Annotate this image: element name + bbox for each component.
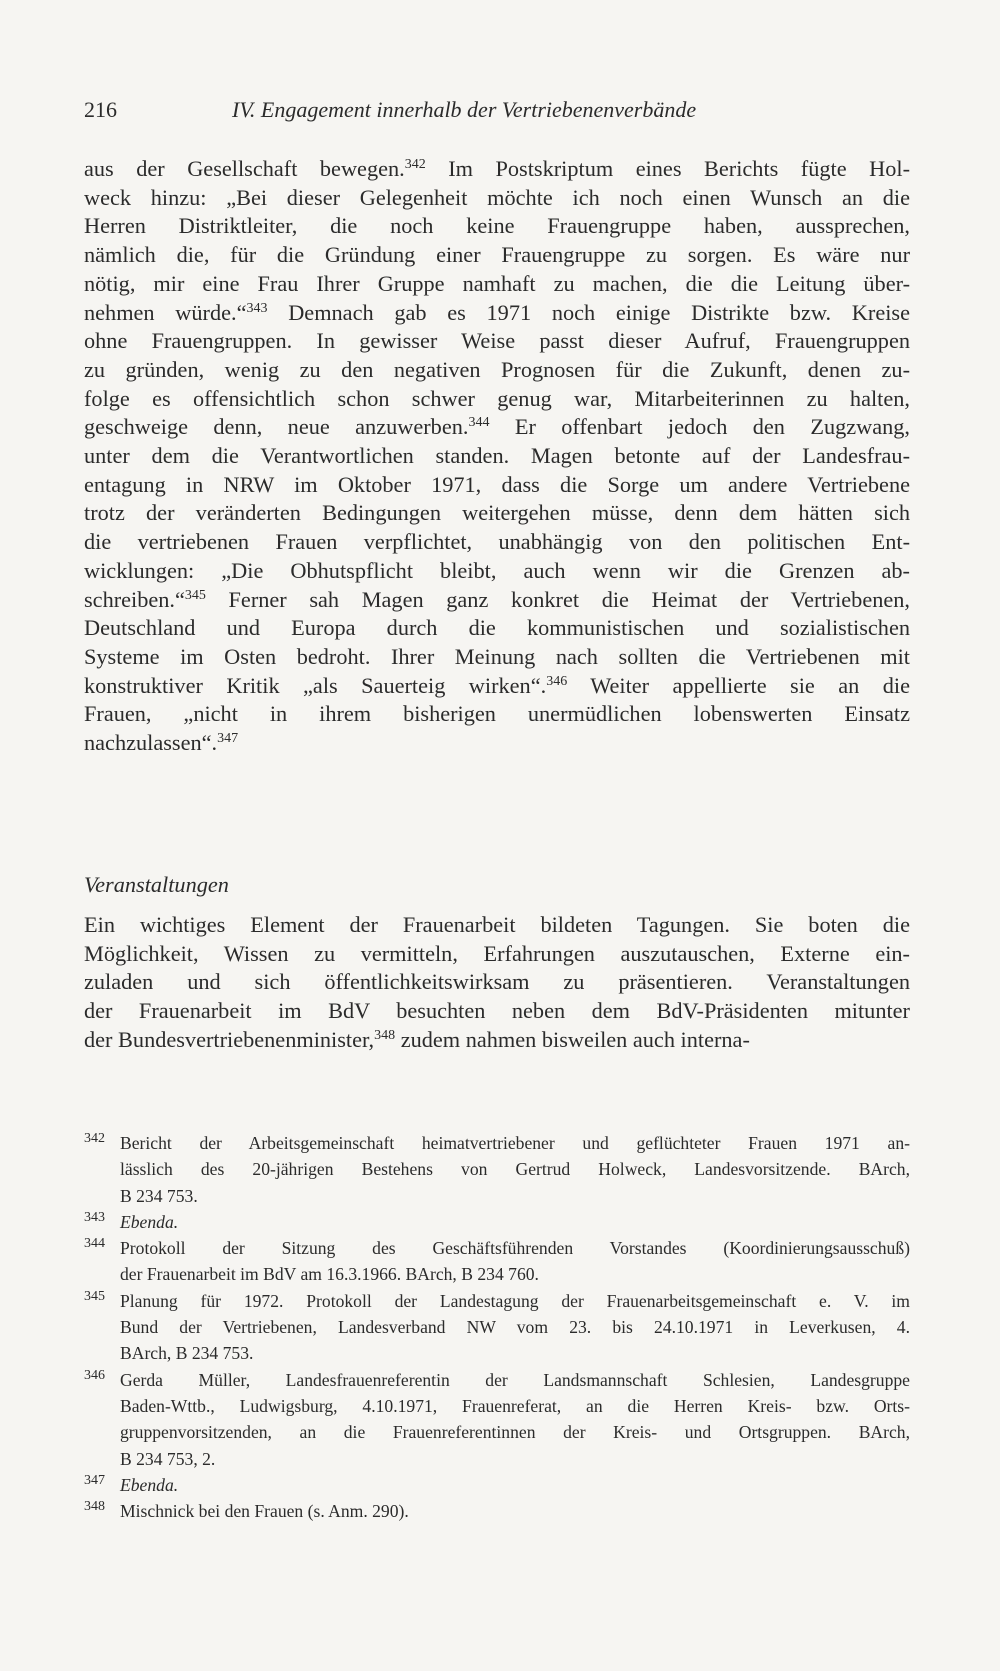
text-line [84,441,910,471]
footnote-text-line: Bericht der Arbeitsgemeinschaft heimatvertriebener und geflüchteter Frauen 1971 an- [120,1133,910,1153]
text-line [84,967,910,997]
text-segment: geschweige denn, neue anzuwerben. [84,414,469,440]
text-segment: nötig, mir eine Frau Ihrer Gruppe namhaft zu machen, die die Leitung über- [84,270,910,296]
section-heading: Veranstaltungen [84,872,229,897]
text-segment: Ferner sah Magen ganz konkret die Heimat der Vertriebenen, [205,586,910,612]
footnote-number: 346 [84,1367,105,1383]
text-segment: Ein wichtiges Element der Frauenarbeit bildeten Tagungen. Sie boten die [84,912,910,937]
text-line [84,154,910,184]
text-line [84,699,910,729]
footnote-text-line: lässlich des 20-jährigen Bestehens von Gertrud Holweck, Landesvorsitzende. BArch, [120,1159,910,1180]
text-segment: wicklungen: „Die Obhutspflicht bleibt, auch wenn wir die Grenzen ab- [84,557,910,583]
text-segment: Demnach gab es 1971 noch einige Distrikte bzw. Kreise [267,299,910,325]
footnote-number: 343 [84,1209,105,1225]
footnote-text-line: Baden-Wttb., Ludwigsburg, 4.10.1971, Frauenreferat, an die Herren Kreis- bzw. Orts- [120,1395,910,1416]
footnote-text-line: Ebenda. [120,1474,179,1495]
text-line [84,585,910,615]
footnote-number: 347 [84,1472,105,1488]
text-segment: Im Postskriptum eines Berichts fügte Hol- [425,156,910,181]
text-segment: konstruktiver Kritik „als Sauerteig wirken“. [84,672,547,698]
text-segment: unter dem die Verantwortlichen standen. Magen betonte auf der Landesfrau- [84,443,910,468]
text-segment: zudem nahmen bisweilen auch interna- [395,1026,750,1052]
text-segment: folge es offensichtlich schon schwer genug war, Mitarbeiterinnen zu halten, [84,385,910,411]
text-line [84,470,910,500]
text-line [84,996,910,1026]
text-line [84,326,910,356]
text-line [84,269,910,299]
text-line [84,527,910,557]
text-segment: Möglichkeit, Wissen zu vermitteln, Erfahrungen auszutauschen, Externe ein- [84,940,910,966]
text-segment: Weiter appellierte sie an die [567,672,910,698]
footnote-reference: 343 [246,300,268,316]
footnote-text-line: BArch, B 234 753. [120,1343,254,1364]
footnote-text-line: Planung für 1972. Protokoll der Landestagung der Frauenarbeitsgemeinschaft e. V. im [120,1290,910,1311]
text-line [84,556,910,586]
footnote-reference: 348 [374,1027,396,1043]
text-segment: Er offenbart jedoch den Zugzwang, [489,414,911,440]
footnote-reference: 346 [546,673,568,689]
text-segment: aus der Gesellschaft bewegen. [84,156,405,181]
text-line [84,939,910,969]
text-segment: trotz der veränderten Bedingungen weitergehen müsse, denn dem hätten sich [84,500,910,526]
text-line [84,642,910,672]
footnote-reference: 347 [217,731,239,746]
footnote-text-line: der Frauenarbeit im BdV am 16.3.1966. BArch, B 234 760. [120,1264,539,1285]
footnote-text-line: Protokoll der Sitzung des Geschäftsführenden Vorstandes (Koordinierungsausschuß) [120,1238,910,1259]
text-line [84,355,910,385]
text-line [84,613,910,643]
text-line [84,240,910,270]
text-line [84,728,910,758]
text-line [84,1025,910,1055]
text-segment: der Bundesvertriebenenminister, [84,1026,375,1052]
footnote-number: 342 [84,1131,105,1146]
text-segment: Deutschland und Europa durch die kommunistischen und sozialistischen [84,615,910,641]
footnote-text-line: B 234 753. [120,1185,198,1206]
text-line [84,183,910,213]
footnote-text-line: Bund der Vertriebenen, Landesverband NW vom 23. bis 24.10.1971 in Leverkusen, 4. [120,1317,910,1338]
running-head: IV. Engagement innerhalb der Vertriebenenverbände [232,97,697,122]
page-header [84,97,914,133]
text-line [84,910,910,940]
footnote-reference: 344 [468,415,490,431]
footnote-number: 344 [84,1236,105,1252]
text-segment: weck hinzu: „Bei dieser Gelegenheit möchte ich noch einen Wunsch an die [84,184,910,210]
text-segment: ohne Frauengruppen. In gewisser Weise passt dieser Aufruf, Frauengruppen [84,328,910,354]
text-segment: zuladen und sich öffentlichkeitswirksam zu präsentieren. Veranstaltungen [84,969,910,995]
footnote-text-line: gruppenvorsitzenden, an die Frauenreferentinnen der Kreis- und Ortsgruppen. BArch, [120,1422,910,1443]
text-segment: der Frauenarbeit im BdV besuchten neben dem BdV-Präsidenten mitunter [84,998,910,1024]
text-segment: schreiben.“ [84,586,185,612]
footnote-text-line: Mischnick bei den Frauen (s. Anm. 290). [120,1501,409,1522]
text-line [84,211,910,241]
footnote-reference: 345 [184,587,206,603]
page-number: 216 [84,97,117,122]
text-segment: Frauen, „nicht in ihrem bisherigen unermüdlichen lobenswerten Einsatz [84,701,910,727]
text-segment: entagung in NRW im Oktober 1971, dass die Sorge um andere Vertriebene [84,471,910,497]
text-line [84,298,910,328]
footnote-text-line: Gerda Müller, Landesfrauenreferentin der Landsmannschaft Schlesien, Landesgruppe [120,1369,910,1390]
text-segment: nehmen würde.“ [84,299,247,325]
text-segment: Herren Distriktleiter, die noch keine Frauengruppe haben, aussprechen, [84,213,910,239]
footnote-number: 345 [84,1288,105,1304]
text-segment: zu gründen, wenig zu den negativen Prognosen für die Zukunft, denen zu- [84,356,910,382]
text-segment: die vertriebenen Frauen verpflichtet, unabhängig von den politischen Ent- [84,529,910,555]
footnote-number: 348 [84,1499,105,1515]
text-line [84,384,910,414]
footnote-reference: 342 [404,157,426,172]
text-line [84,412,910,442]
text-line [84,498,910,528]
text-line [84,671,910,701]
text-segment: nachzulassen“. [84,730,218,755]
text-segment: Systeme im Osten bedroht. Ihrer Meinung nach sollten die Vertriebenen mit [84,643,910,669]
text-segment: nämlich die, für die Gründung einer Frauengruppe zu sorgen. Es wäre nur [84,242,910,268]
footnote-text-line: Ebenda. [120,1211,179,1232]
footnote-text-line: B 234 753, 2. [120,1448,216,1469]
